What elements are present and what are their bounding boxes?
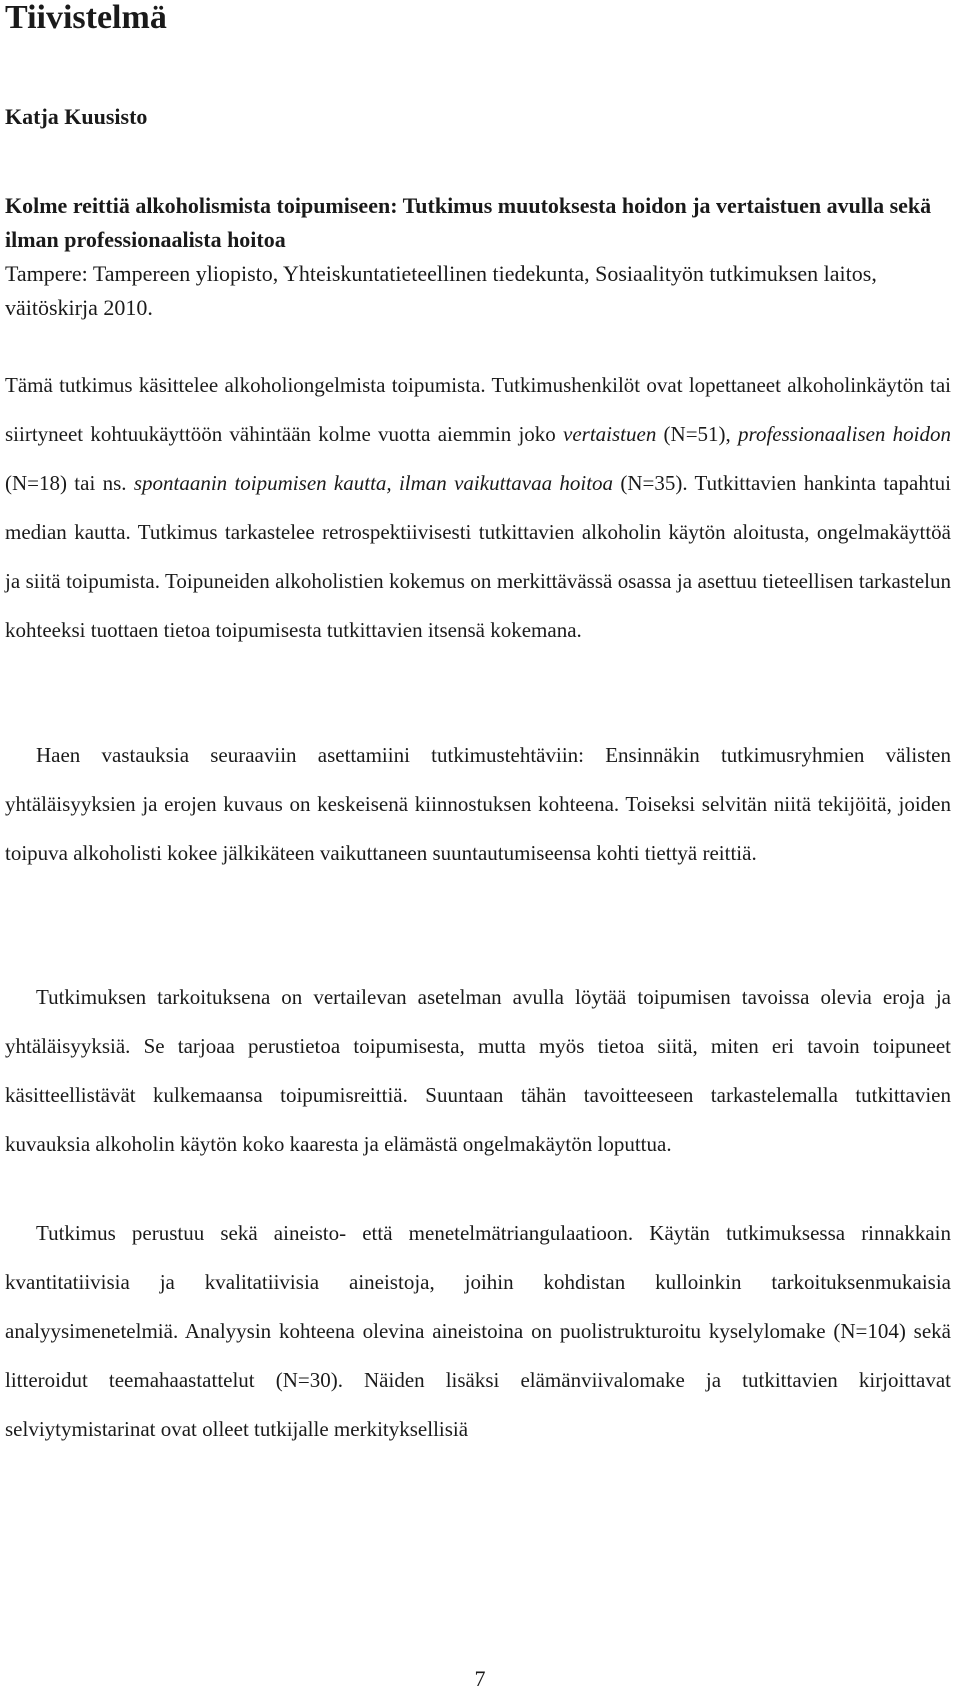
publication-info: Tampere: Tampereen yliopisto, Yhteiskuntatieteellinen tiedekunta, Sosiaalityön tutkimuksen laitos, väitöskirja 2010. (5, 261, 877, 320)
paragraph-1-text-c: (N=18) tai ns. (5, 471, 134, 495)
italic-peer-support: vertaistuen (563, 422, 657, 446)
abstract-paragraph-4: Tutkimus perustuu sekä aineisto- että menetelmätriangulaatioon. Käytän tutkimuksessa rinnakkain kvantitatiivisia ja kvalitatiivisia aineistoja, joihin kohdistan kulloinkin tarkoituksenmukaisia analyysimenetelmiä. Analyysin kohteena olevina aineistoina on puolistrukturoitu kyselylomake (N=104) sekä litteroidut teemahaastattelut (N=30). Näiden lisäksi elämänviivalomake ja tutkittavien kirjoittavat selviytymistarinat ovat olleet tutkijalle merkityksellisiä (5, 1221, 951, 1441)
paragraph-1-text-d: (N=35). Tutkittavien hankinta tapahtui median kautta. Tutkimus tarkastelee retrospektiivisesti tutkittavien alkoholin käytön aloitusta, ongelmakäyttöä ja siitä toipumista. Toipuneiden alkoholistien kokemus on merkittävässä osassa ja asettuu tieteellisen tarkastelun kohteeksi tuottaen tietoa toipumisesta tutkittavien itsensä kokemana. (5, 471, 951, 642)
thesis-title: Kolme reittiä alkoholismista toipumiseen: Tutkimus muutoksesta hoidon ja vertaistuen avulla sekä ilman professionaalista hoitoa (5, 193, 932, 252)
paragraph-1-text-b: (N=51), (656, 422, 739, 446)
author-name: Katja Kuusisto (5, 104, 148, 129)
abstract-paragraph-1 (5, 361, 951, 655)
abstract-paragraph-2: Haen vastauksia seuraaviin asettamiini tutkimustehtäviin: Ensinnäkin tutkimusryhmien välisten yhtäläisyyksien ja erojen kuvaus on keskeisenä kiinnostuksen kohteena. Toiseksi selvitän niitä tekijöitä, joiden toipuva alkoholisti kokee jälkikäteen vaikuttaneen suuntautumiseensa kohti tiettyä reittiä. (5, 743, 951, 865)
italic-professional-care: professionaalisen hoidon (738, 422, 952, 446)
thesis-info (5, 189, 951, 325)
italic-spontaneous-recovery: spontaanin toipumisen kautta, ilman vaikuttavaa hoitoa (133, 471, 614, 495)
page-number: 7 (474, 1666, 486, 1691)
paragraph-1-text-a: Tämä tutkimus käsittelee alkoholiongelmista toipumista. Tutkimushenkilöt ovat lopettaneet alkoholinkäytön tai siirtyneet kohtuukäyttöön vähintään kolme vuotta aiemmin joko (5, 373, 951, 446)
page-title: Tiivistelmä (5, 0, 167, 36)
abstract-paragraph-3: Tutkimuksen tarkoituksena on vertailevan asetelman avulla löytää toipumisen tavoissa olevia eroja ja yhtäläisyyksiä. Se tarjoaa perustietoa toipumisesta, mutta myös tietoa siitä, miten eri tavoin toipuneet käsitteellistävät kulkemaansa toipumisreittiä. Suuntaan tähän tavoitteeseen tarkastelemalla tutkittavien kuvauksia alkoholin käytön koko kaaresta ja elämästä ongelmakäytön loputtua. (5, 985, 951, 1156)
